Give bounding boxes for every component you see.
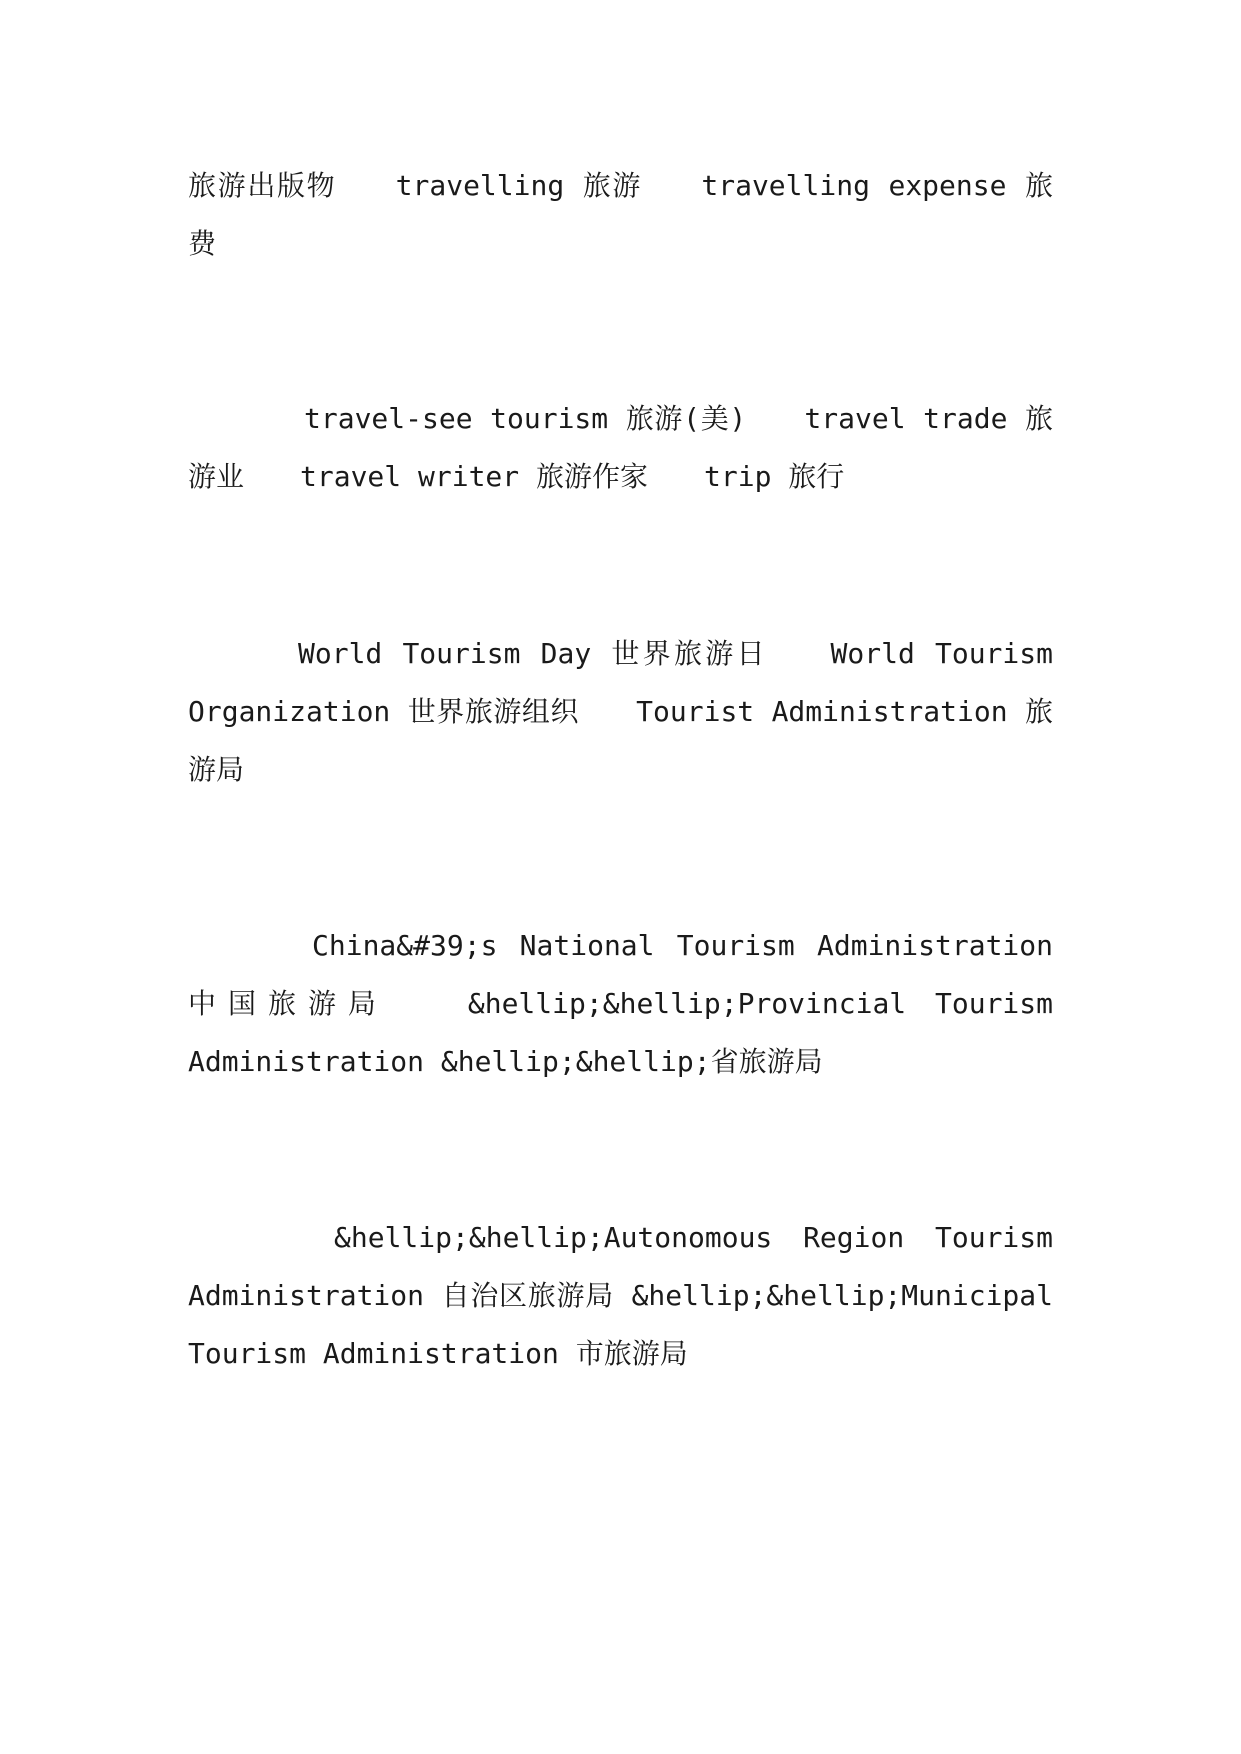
paragraph-1: 旅游出版物 travelling 旅游 travelling expense 旅费 [188,169,1053,260]
paragraph-2: travel-see tourism 旅游(美) travel trade 旅游业 travel writer 旅游作家 trip 旅行 [188,402,1053,493]
paragraph-3: World Tourism Day 世界旅游日 World Tourism Organization 世界旅游组织 Tourist Administration 旅游局 [188,637,1053,786]
paragraph-5: &hellip;&hellip;Autonomous Region Tourism Administration 自治区旅游局 &hellip;&hellip;Municipal Tourism Administration 市旅游局 [188,1221,1053,1370]
paragraph-4: China&#39;s National Tourism Administration 中国旅游局 &hellip;&hellip;Provincial Tourism Administration &hellip;&hellip;省旅游局 [188,929,1053,1078]
